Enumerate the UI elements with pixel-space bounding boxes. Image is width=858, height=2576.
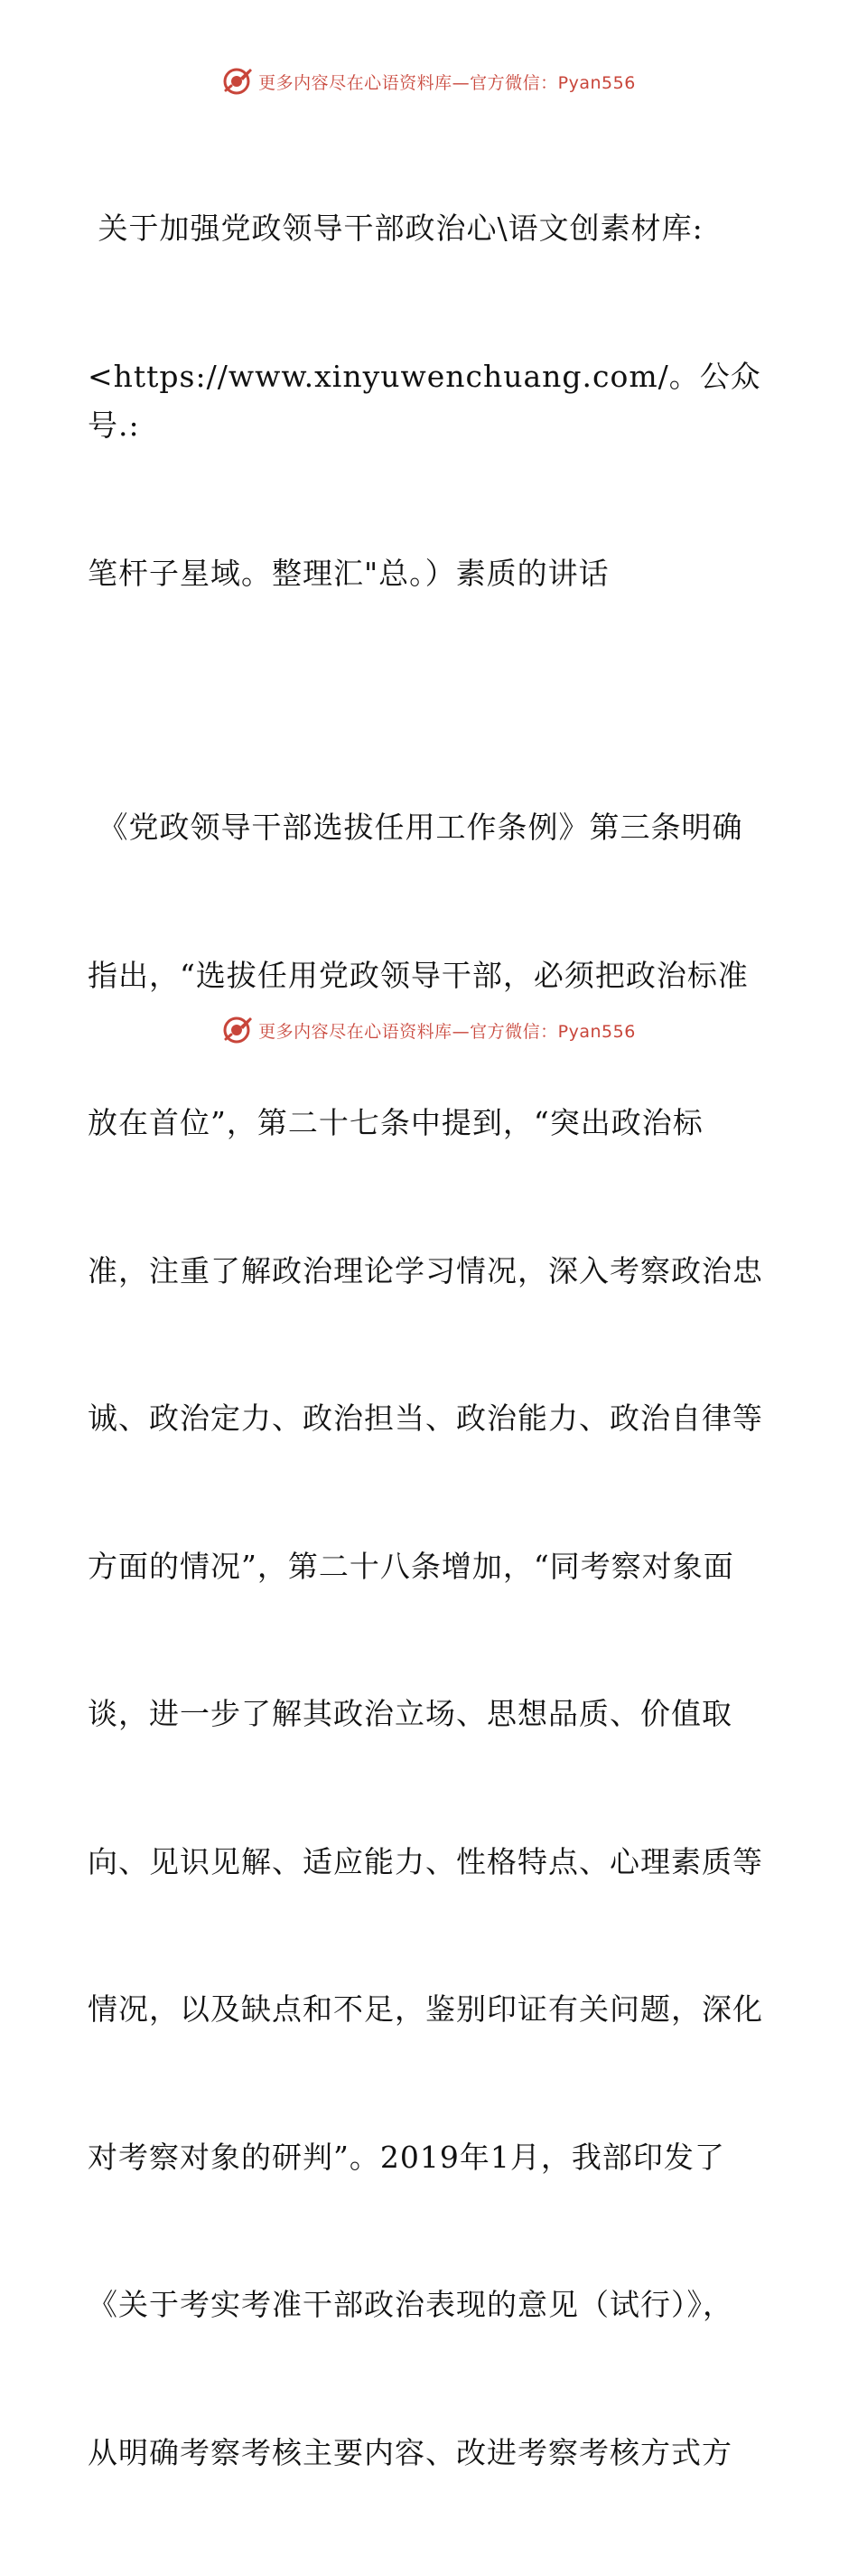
paragraph-line: 情况，以及缺点和不足，鉴别印证有关问题，深化 [88, 1991, 763, 2027]
paragraph-line: 准，注重了解政治理论学习情况，深入考察政治忠 [88, 1252, 763, 1288]
paragraph-line: 诚、政治定力、政治担当、政治能力、政治自律等 [88, 1400, 763, 1436]
paragraph-line: 放在首位”，第二十七条中提到，“突出政治标 [88, 1105, 704, 1140]
pen-logo-icon [222, 66, 253, 97]
header-banner-text: 更多内容尽在心语资料库—官方微信：Pyan556 [258, 72, 636, 93]
footer-banner [0, 1012, 858, 1048]
paragraph-line: 《关于考实考准干部政治表现的意见（试行）》， [88, 2287, 733, 2322]
title-line: 笔杆子星域。整理汇"总。）素质的讲话 [88, 555, 610, 591]
paragraph-line: 向、见识见解、适应能力、性格特点、心理素质等 [88, 1843, 763, 1879]
title-line: 关于加强党政领导干部政治心\语文创素材库: [88, 211, 704, 246]
paragraph-line: 从明确考察考核主要内容、改进考察考核方式方 [88, 2434, 732, 2470]
paragraph-line: 谈，进一步了解其政治立场、思想品质、价值取 [88, 1696, 732, 1731]
paragraph-line: 方面的情况”，第二十八条增加，“同考察对象面 [88, 1548, 734, 1584]
document-title [88, 106, 774, 697]
header-banner [0, 63, 858, 99]
paragraph-line: 《党政领导干部选拔任用工作条例》第三条明确 [88, 810, 743, 845]
document-body [88, 106, 774, 2576]
title-line: <https://www.xinyuwenchuang.com/。公众号.: [88, 358, 761, 443]
paragraph-line: 指出，“选拔任用党政领导干部，必须把政治标准 [88, 957, 749, 993]
document-paragraph [88, 705, 774, 2576]
paragraph-line: 对考察对象的研判”。2019年1月，我部印发了 [88, 2139, 725, 2175]
footer-banner-text: 更多内容尽在心语资料库—官方微信：Pyan556 [258, 1021, 636, 1042]
pen-logo-icon [222, 1015, 253, 1045]
